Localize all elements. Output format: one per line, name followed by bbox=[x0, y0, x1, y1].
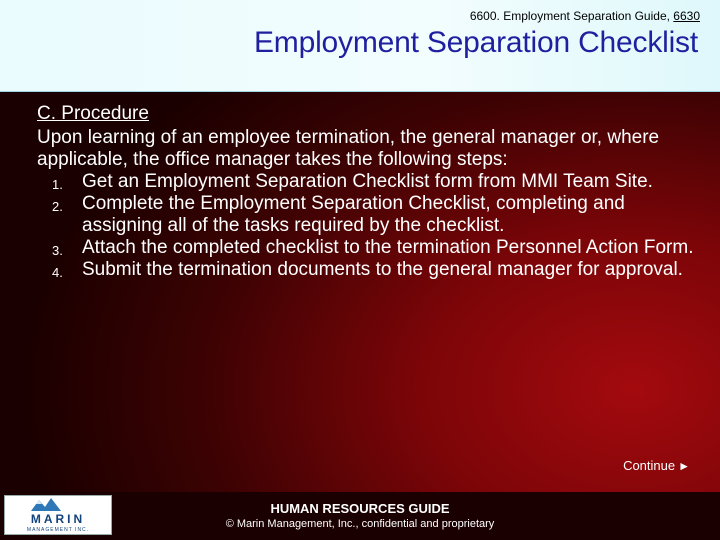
step-text: Complete the Employment Separation Checklist, completing and assigning all of the tasks required by the checklist. bbox=[82, 193, 625, 236]
play-arrow-icon: ► bbox=[678, 459, 690, 473]
step-item bbox=[37, 193, 697, 237]
steps-list bbox=[37, 171, 697, 281]
content-body bbox=[37, 103, 697, 281]
header-banner bbox=[0, 0, 720, 92]
page-title: Employment Separation Checklist bbox=[253, 26, 698, 59]
step-number: 2. bbox=[52, 199, 63, 214]
step-number: 3. bbox=[52, 243, 63, 258]
continue-label: Continue bbox=[623, 458, 676, 473]
step-item bbox=[37, 171, 697, 193]
footer-title: HUMAN RESOURCES GUIDE bbox=[270, 501, 450, 516]
guide-reference bbox=[470, 9, 700, 23]
step-item bbox=[37, 237, 697, 259]
mountain-snow-icon bbox=[36, 500, 42, 504]
continue-link[interactable] bbox=[623, 458, 690, 473]
step-text: Submit the termination documents to the general manager for approval. bbox=[82, 259, 683, 280]
marin-logo-icon bbox=[5, 496, 111, 534]
section-heading: C. Procedure bbox=[37, 103, 149, 124]
intro-text: Upon learning of an employee termination, the general manager or, where applicable, the office manager takes the following steps: bbox=[37, 127, 660, 170]
mountain-icon bbox=[31, 498, 61, 511]
step-text: Attach the completed checklist to the termination Personnel Action Form. bbox=[82, 237, 694, 258]
company-logo bbox=[4, 495, 112, 535]
step-item bbox=[37, 259, 697, 281]
step-text: Get an Employment Separation Checklist form from MMI Team Site. bbox=[82, 171, 653, 192]
footer-copyright: © Marin Management, Inc., confidential and proprietary bbox=[225, 518, 495, 530]
logo-wordmark: MARIN bbox=[30, 512, 86, 526]
guide-reference-text: 6600. Employment Separation Guide, bbox=[469, 9, 674, 23]
logo-subtitle: MANAGEMENT INC. bbox=[26, 527, 90, 533]
step-number: 1. bbox=[52, 177, 63, 192]
step-number: 4. bbox=[52, 265, 63, 280]
guide-reference-link[interactable]: 6630 bbox=[673, 9, 700, 23]
